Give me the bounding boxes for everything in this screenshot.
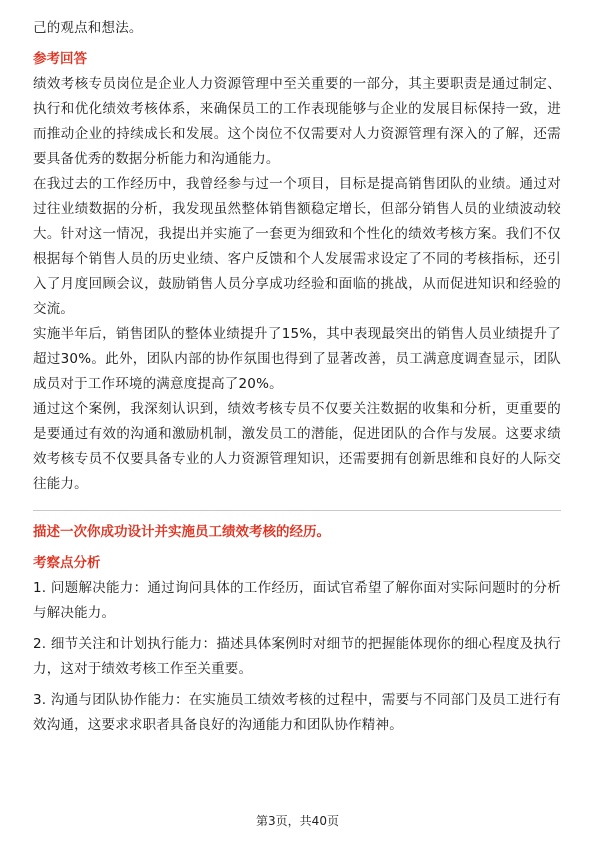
answer-paragraph-3: 实施半年后，销售团队的整体业绩提升了15%，其中表现最突出的销售人员业绩提升了超过30%。此外，团队内部的协作氛围也得到了显著改善，员工满意度调查显示，团队成员对于工作环境的满意度提高了20%。: [33, 326, 561, 392]
document-page: [33, 16, 561, 744]
analysis-item-1: 1. 问题解决能力：通过询问具体的工作经历，面试官希望了解你面对实际问题时的分析与解决能力。: [33, 580, 561, 621]
question-heading: 描述一次你成功设计并实施员工绩效考核的经历。: [33, 524, 330, 540]
answer-paragraph-4: 通过这个案例，我深刻认识到，绩效考核专员不仅要关注数据的收集和分析，更重要的是要通过有效的沟通和激励机制，激发员工的潜能，促进团队的合作与发展。这要求绩效考核专员不仅要具备专业的人力资源管理知识，还需要拥有创新思维和良好的人际交往能力。: [33, 401, 561, 492]
answer-paragraph-1: 绩效考核专员岗位是企业人力资源管理中至关重要的一部分，其主要职责是通过制定、执行和优化绩效考核体系，来确保员工的工作表现能够与企业的发展目标保持一致，进而推动企业的持续成长和发展。这个岗位不仅需要对人力资源管理有深入的了解，还需要具备优秀的数据分析能力和沟通能力。: [33, 76, 561, 167]
answer-paragraph-2: 在我过去的工作经历中，我曾经参与过一个项目，目标是提高销售团队的业绩。通过对过往业绩数据的分析，我发现虽然整体销售额稳定增长，但部分销售人员的业绩波动较大。针对这一情况，我提出并实施了一套更为细致和个性化的绩效考核方案。我们不仅根据每个销售人员的历史业绩、客户反馈和个人发展需求设定了不同的考核指标，还引入了月度回顾会议，鼓励销售人员分享成功经验和面临的挑战，从而促进知识和经验的交流。: [33, 176, 561, 317]
intro-tail-text: 己的观点和想法。: [33, 20, 143, 36]
analysis-heading: 考察点分析: [33, 555, 101, 571]
page-footer: 第3页，共40页: [256, 814, 339, 828]
analysis-item-3: 3. 沟通与团队协作能力：在实施员工绩效考核的过程中，需要与不同部门及员工进行有效沟通，这要求求职者具备良好的沟通能力和团队协作精神。: [33, 692, 561, 733]
answer-heading: 参考回答: [33, 51, 87, 67]
section-divider: [33, 510, 561, 511]
analysis-item-2: 2. 细节关注和计划执行能力：描述具体案例时对细节的把握能体现你的细心程度及执行力，这对于绩效考核工作至关重要。: [33, 636, 561, 677]
